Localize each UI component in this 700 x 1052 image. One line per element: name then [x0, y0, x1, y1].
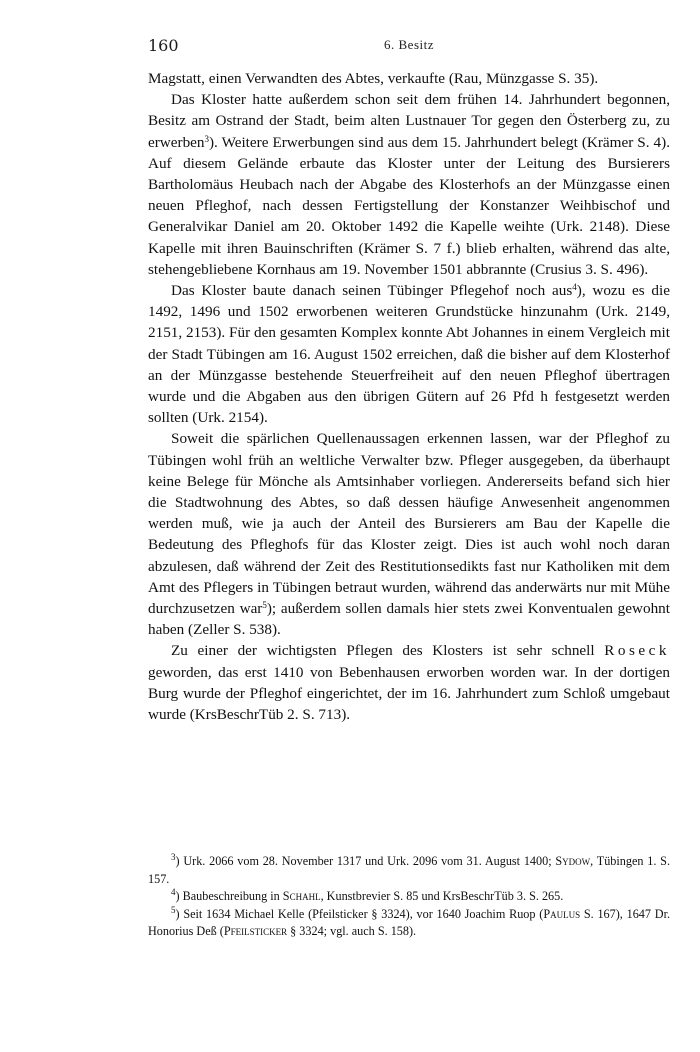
- author-name: Schahl: [282, 889, 321, 903]
- paragraph: [148, 68, 670, 89]
- paragraph-text: Soweit die spärlichen Quellenaussagen erkennen lassen, war der Pfleghof zu Tübingen wohl früh an weltliche Verwalter bzw. Pfleger ausgegeben, da überhaupt keine Belege für Mönche als Amtsinhaber vorliegen. Andererseits befand sich hier die Stadtwohnung des Abtes, so daß dessen häufige Anwesenheit angenommen werden muß, wie ja auch der Anteil des Bursierers am Bau der Kapelle die Bedeutung des Pfleghofs für das Kloster zeigt. Dies ist auch wohl noch daran abzulesen, daß während der Zeit des Restitutionsedikts fast nur Katholiken mit dem Amt des Pflegers in Tübingen betraut wurden, während das anderwärts nur mit Mühe durchzusetzen war: [148, 430, 670, 618]
- footnote-mark: 5: [171, 904, 176, 915]
- footnotes: [148, 853, 670, 941]
- paragraph-text: Zu einer der wichtigsten Pflegen des Klosters ist sehr schnell: [171, 642, 595, 660]
- footnote: [148, 853, 670, 888]
- paragraph-text: Das Kloster baute danach seinen Tübinger Pflegehof noch aus: [171, 282, 573, 300]
- footnote-mark: 4: [171, 887, 176, 897]
- spaced-place-name: Roseck: [604, 642, 670, 660]
- paragraph-text: ), wozu es die 1492, 1496 und 1502 erworbenen weiteren Grundstücke hinzunahm (Urk. 2149, 2151, 2153). Für den gesamten Komplex konnte Abt Johannes in einem Vergleich mit der Stadt Tübingen am 16. August 1502 erreichen, daß die bisher auf dem Klosterhof an der Münzgasse bestehende Steuerfreiheit auf den neuen Pfleghof übertragen wurde und die Abgaben aus den übrigen Gütern auf 26 Pfd h festgesetzt werden sollten (Urk. 2154).: [148, 282, 670, 427]
- footnote-text: ) Seit 1634 Michael Kelle (Pfeilsticker § 3324), vor 1640 Joachim Ruop (: [175, 906, 544, 921]
- paragraph-text: Magstatt, einen Verwandten des Abtes, verkaufte (Rau, Münzgasse S. 35).: [148, 70, 599, 87]
- footnote-text: ) Baubeschreibung in: [175, 889, 283, 903]
- paragraph: [148, 89, 670, 280]
- footnote-text: , Tübingen 1. S. 157.: [148, 854, 670, 886]
- author-name: Sydow: [555, 854, 591, 868]
- paragraph: [148, 280, 670, 428]
- page-header: [148, 36, 670, 56]
- paragraph: [148, 640, 670, 725]
- running-head: 6. Besitz: [384, 37, 434, 52]
- footnote-ref: 5: [262, 600, 267, 611]
- author-name: Paulus: [543, 906, 581, 921]
- footnote-text: S. 167), 1647 Dr. Honorius Deß (: [148, 906, 670, 938]
- main-text: [148, 68, 670, 725]
- paragraph-text: geworden, das erst 1410 von Bebenhausen erworben worden war. In der dortigen Burg wurde der Pfleghof eingerichtet, der im 16. Jahrhundert zum Schloß umgebaut wurde (KrsBeschrTüb 2. S. 713).: [148, 663, 670, 724]
- paragraph-text: ). Weitere Erwerbungen sind aus dem 15. Jahrhundert belegt (Krämer S. 4). Auf diesem Gelände erbaute das Kloster unter der Leitung des Bursierers Bartholomäus Heubach nach der Abgabe des Klosterhofs an der Münzgasse einen neuen Pfleghof, nach dessen Fertigstellung der Konstanzer Weihbischof und Generalvikar Daniel am 20. Oktober 1492 die Kapelle weihte (Urk. 2148). Diese Kapelle mit ihren Bauinschriften (Krämer S. 7 f.) blieb erhalten, während das alte, stehengebliebene Kornhaus am 19. November 1501 abbrannte (Crusius 3. S. 496).: [148, 133, 670, 278]
- footnote-text: ) Urk. 2066 vom 28. November 1317 und Urk. 2096 vom 31. August 1400;: [175, 854, 556, 868]
- page-number: 160: [148, 36, 179, 55]
- footnote: [148, 906, 670, 941]
- footnote: [148, 888, 670, 906]
- footnote-text: § 3324; vgl. auch S. 158).: [287, 924, 417, 938]
- paragraph-text: ); außerdem sollen damals hier stets zwei Konventualen gewohnt haben (Zeller S. 538).: [148, 600, 670, 639]
- footnote-text: , Kunstbrevier S. 85 und KrsBeschrTüb 3. S. 265.: [320, 889, 564, 903]
- paragraph-text: Das Kloster hatte außerdem schon seit dem frühen 14. Jahrhundert begonnen, Besitz am Ostrand der Stadt, beim alten Lustnauer Tor gegen den Österberg zu, zu erwerben: [148, 91, 670, 151]
- paragraph: [148, 428, 670, 640]
- author-name: Pfeilsticker: [223, 924, 288, 938]
- footnote-ref: 3: [204, 133, 209, 144]
- footnote-mark: 3: [171, 852, 176, 862]
- footnote-ref: 4: [572, 282, 577, 293]
